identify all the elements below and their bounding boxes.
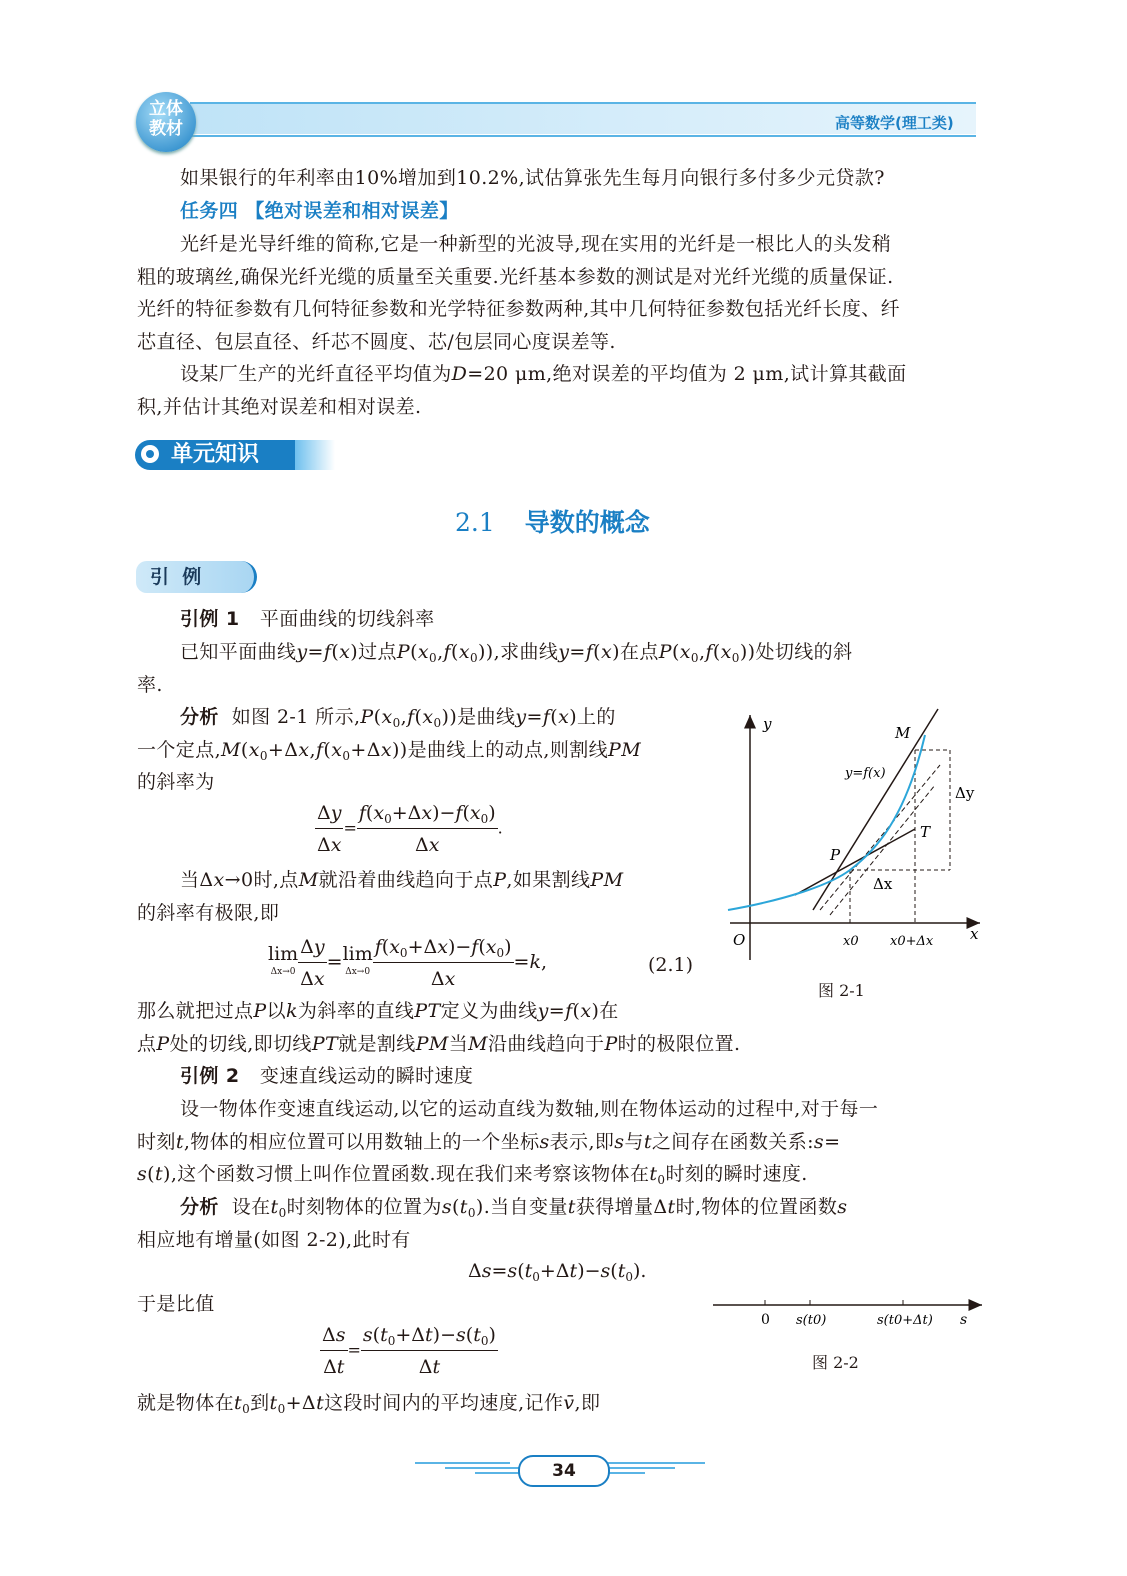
svg-text:x: x xyxy=(970,925,979,943)
ex1-statement: 已知平面曲线y=f(x)过点$P(x_0,f(x_0))$,求曲线y=f(x)在点$P(x_0,f(x_0))$处切线的斜 率. xyxy=(137,641,853,696)
svg-text:T: T xyxy=(920,823,931,841)
ex1-analysis: 分析 如图 2-1 所示$,P(x_0,f(x_0))$是曲线y=f(x)上的 一个定点$,M(x_0+\Delta x,f(x_0+\Delta x))$是曲线上的动点,则割线PM 的斜率为 xyxy=(137,706,642,793)
p1-line3: 光纤的特征参数有几何特征参数和光学特征参数两种,其中几何特征参数包括光纤长度、纤 xyxy=(137,298,901,320)
ex1-limit-text: 当Δx→0时,点M就沿着曲线趋向于点P,如果割线PM 的斜率有极限,即 xyxy=(137,869,624,924)
p2-text-b: =20 μm,绝对误差的平均值为 2 μm,试计算其截面 xyxy=(467,363,907,385)
ex1-label: 引例 1 xyxy=(180,608,240,630)
p1-line4: 芯直径、包层直径、纤芯不圆度、芯/包层同心度误差等. xyxy=(137,330,616,353)
task-paragraph-1 xyxy=(137,228,997,358)
p1-line2: 粗的玻璃丝,确保光纤光缆的质量至关重要.光纤基本参数的测试是对光纤光缆的质量保证. xyxy=(137,265,894,288)
svg-text:Δy: Δy xyxy=(955,784,975,802)
svg-text:y: y xyxy=(763,715,772,733)
svg-text:M: M xyxy=(895,724,911,742)
ex1-heading xyxy=(180,603,435,636)
book-title: 高等数学(理工类) xyxy=(835,114,954,132)
svg-text:x0: x0 xyxy=(843,934,859,949)
fig1-curve xyxy=(728,735,925,910)
svg-text:P: P xyxy=(830,846,841,864)
page-number: 34 xyxy=(518,1455,610,1487)
formula-average-velocity: $\frac{\Delta s}{\Delta t}$ = $\frac{s(t_0+\Delta t)-s(t_0)}{\Delta t}$ xyxy=(322,1324,496,1378)
section-number: 2.1 xyxy=(455,508,495,537)
header xyxy=(0,0,1127,160)
logo-text-line2: 教材 xyxy=(149,119,183,139)
intro-tag: 引 例 xyxy=(136,561,257,593)
ex1-title: 平面曲线的切线斜率 xyxy=(259,608,435,630)
ex2-ratio-intro: 于是比值 xyxy=(137,1293,215,1315)
figure-2-1 xyxy=(725,705,1000,965)
svg-text:x0+Δx: x0+Δx xyxy=(890,934,934,949)
svg-text:y=f(x): y=f(x) xyxy=(845,766,886,781)
formula-2-1: lim Δx→0 $\frac{\Delta y}{\Delta x}$ = lim Δx→0 $\frac{f(x_0+\Delta x)-f(x_0)}{\Delta x}$ =k, xyxy=(268,936,548,990)
ex2-analysis: 分析 设在$t_0$时刻物体的位置为$s(t_0)$.当自变量t获得增量Δt时,物体的位置函数s 相应地有增量(如图 2-2),此时有 xyxy=(137,1196,848,1251)
ex2-last-line: 就是物体在$t_0$到$t_0+\Delta t$这段时间内的平均速度,记作v̄,即 xyxy=(137,1392,601,1416)
section-title xyxy=(455,503,650,539)
formula-delta-s: $\Delta s=s(t_0+\Delta t)-s(t_0)$. xyxy=(468,1260,647,1284)
p1-line1: 光纤是光导纤维的简称,它是一种新型的光波导,现在实用的光纤是一根比人的头发稍 xyxy=(180,233,892,255)
svg-text:0: 0 xyxy=(761,1312,770,1328)
task-heading: 任务四 【绝对误差和相对误差】 xyxy=(180,200,459,222)
ex2-heading: 引例 2 变速直线运动的瞬时速度 xyxy=(180,1065,474,1087)
p2-line2: 积,并估计其绝对误差和相对误差. xyxy=(137,395,422,418)
svg-text:s: s xyxy=(960,1312,968,1328)
ex1-conclusion: 那么就把过点P以k为斜率的直线PT定义为曲线y=f(x)在 点P处的切线,即切线PT就是割线PM当M沿曲线趋向于P时的极限位置. xyxy=(137,1000,741,1055)
equation-label-2-1: (2.1) xyxy=(648,954,694,976)
svg-text:s(t0+Δt): s(t0+Δt) xyxy=(877,1313,933,1328)
figure-2-1-caption: 图 2-1 xyxy=(818,981,865,1000)
svg-text:Δx: Δx xyxy=(873,875,893,893)
p2-text-a: 设某厂生产的光纤直径平均值为 xyxy=(180,363,452,385)
unit-banner-label: 单元知识 xyxy=(171,442,260,467)
figure-2-2-caption: 图 2-2 xyxy=(812,1353,859,1372)
task-question: 如果银行的年利率由10%增加到10.2%,试估算张先生每月向银行多付多少元贷款? xyxy=(180,167,885,189)
var-D: D xyxy=(451,363,468,385)
formula-secant-slope: $\frac{\Delta y}{\Delta x}$ = $\frac{f(x_0+\Delta x)-f(x_0)}{\Delta x}$ . xyxy=(317,802,503,856)
figure-2-2 xyxy=(710,1295,995,1335)
ex2-paragraph: 设一物体作变速直线运动,以它的运动直线为数轴,则在物体运动的过程中,对于每一 时刻t,物体的相应位置可以用数轴上的一个坐标s表示,即s与t之间存在函数关系:s= s(t),这个函数习惯上叫作位置函数.现在我们来考察该物体在$t_0$时刻的瞬时速度. xyxy=(137,1098,879,1187)
svg-text:O: O xyxy=(733,931,746,949)
section-name: 导数的概念 xyxy=(524,508,650,537)
logo-text-line1: 立体 xyxy=(149,99,183,119)
task-paragraph-2 xyxy=(137,358,997,423)
svg-text:s(t0): s(t0) xyxy=(796,1313,827,1328)
fig1-tangent-PT xyxy=(795,829,915,895)
unit-banner xyxy=(135,440,335,470)
